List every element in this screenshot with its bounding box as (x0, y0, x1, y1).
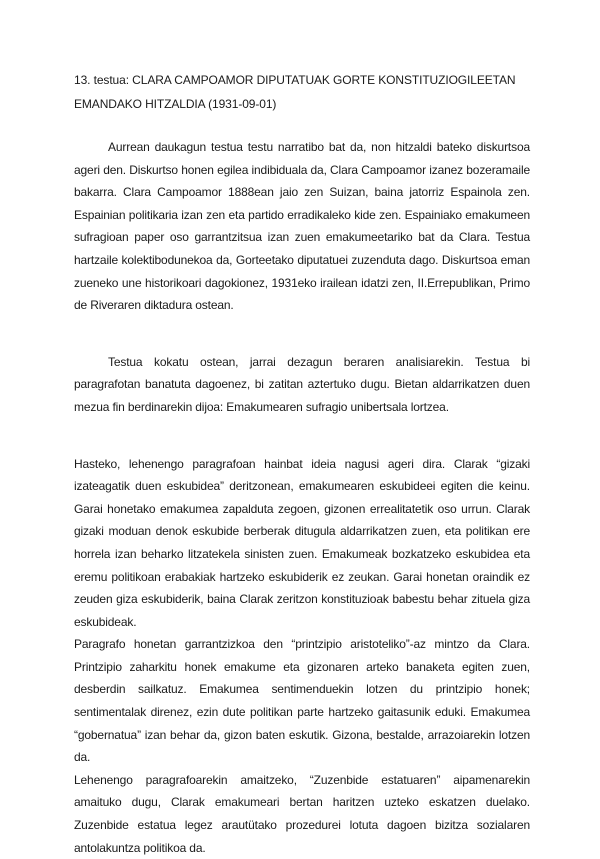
document-title: 13. testua: CLARA CAMPOAMOR DIPUTATUAK GORTE KONSTITUZIOGILEETAN EMANDAKO HITZALDIA (1931-09-01) (74, 73, 516, 111)
paragraph-introduction: Aurrean daukagun testua testu narratibo bat da, non hitzaldi bateko diskurtsoa ageri den. Diskurtso honen egilea indibiduala da, Clara Campoamor izanez bozeramaile bakarra. Clara Campoamor 1888ean jaio zen Suizan, baina jatorriz Espainola zen. Espainian politikaria izan zen eta partido erradikaleko kide zen. Espainiako emakumeen sufragioan paper oso garrantzitsua izan zuen emakumeetariko bat da Clara. Testua hartzaile kolektibodunekoa da, Gorteetako diputatuei zuzenduta dago. Diskurtsoa eman zueneko une historikoari dagokionez, 1931eko irailean idatzi zen, II.Errepublikan, Primo de Riveraren diktadura ostean. (74, 140, 530, 313)
paragraph-rule-of-law: Lehenengo paragrafoarekin amaitzeko, “Zuzenbide estatuaren” aipamenarekin amaituko dugu, Clarak emakumeari bertan haritzen uzteko eskatzen duelako. Zuzenbide estatua legez arautütako prozedurei lotuta dagoen bizitza sozialaren antolakuntza politikoa da. (74, 772, 530, 855)
document-page (74, 68, 530, 859)
paragraph-analysis-intro: Testua kokatu ostean, jarrai dezagun beraren analisiarekin. Testua bi paragrafotan banatuta dagoenez, bi zatitan aztertuko dugu. Bietan aldarrikatzen duen mezua fin berdinarekin dijoa: Emakumearen sufragio unibertsala lortzea. (74, 354, 530, 414)
paragraph-aristotelian-principle: Paragrafo honetan garrantzizkoa den “printzipio aristoteliko”-az mintzo da Clara. Printzipio zaharkitu honek emakume eta gizonaren arteko banaketa egiten zuen, desberdin sailkatuz. Emakumea sentimenduekin lotzen du printzipio honek; sentimentalak direnez, ezin dute politikan parte hartzeko gaitasunik eduki. Emakumea “gobernatua” izan behar da, gizon baten eskutik. Gizona, bestalde, arrazoiarekin lotzen da. (74, 637, 530, 765)
paragraph-first-section: Hasteko, lehenengo paragrafoan hainbat ideia nagusi ageri dira. Clarak “gizaki izateagatik duen eskubidea” deritzonean, emakumearen eskubideei egiten die keinu. Garai honetako emakumea zapalduta zegoen, gizonen errealitatetik oso urrun. Clarak gizaki moduan denok eskubide berberak ditugula aldarrikatzen zuen, eta politikan ere horrela izan beharko litzatekela sinisten zuen. Emakumeak bozkatzeko eskubidea eta eremu politikoan erabakiak hartzeko eskubiderik ez zeukan. Garai honetan oraindik ez zeuden giza eskubiderik, baina Clarak zeritzon konstituzioak babestu behar zituela giza eskubideak. (74, 456, 530, 629)
